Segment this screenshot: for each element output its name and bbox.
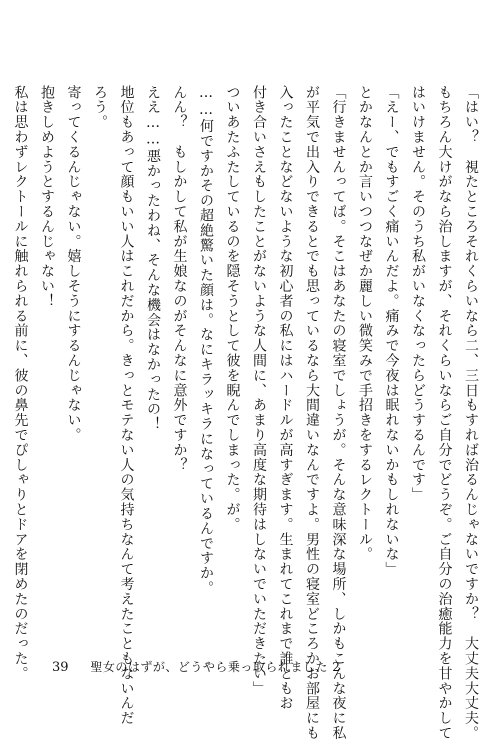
book-title: 聖女のはずが、どうやら乗っ取られました 2 xyxy=(90,660,341,674)
text-line: とかなんとか言いつつなぜか麗しい微笑みで手招きをするレクトール。 xyxy=(357,85,373,562)
text-line: 地位もあって顔もいい人はこれだから。きっとモテない人の気持ちなんて考えたこともないんだ xyxy=(118,85,135,726)
text-line: 付き合いさえもしたことがないような人間に、あまり高度な期待はしないでいただきたい」 xyxy=(251,85,267,696)
text-line: ……何ですかその超絶驚いた顔は。なにキラッキラになっているんですか。 xyxy=(198,85,214,596)
text-line: 寄ってくるんじゃない。嬉しそうにするんじゃない。 xyxy=(65,85,82,443)
text-line: はいけません。そのうち私がいなくなったらどうするんです」 xyxy=(410,85,426,503)
text-line: ついあたふたしているのを隠そうとして彼を睨んでしまった。が。 xyxy=(224,85,241,532)
text-line: んん？ もしかして私が生娘なのがそんなに意外ですか？ xyxy=(171,85,188,473)
text-line: 「はい？ 視たところそれくらいなら二、三日もすれば治るんじゃないですか？ 大丈夫大丈夫。 xyxy=(463,85,479,741)
page-footer xyxy=(52,659,340,676)
text-line: 入ったことなどないような初心者の私にはハードルが高すぎます。生まれてこれまで誰ともお xyxy=(277,85,294,711)
page-number: 39 xyxy=(52,660,69,675)
text-line: 「行きませんってば。そこはあなたの寝室でしょうが。そんな意味深な場所、しかもこんな夜に私 xyxy=(330,85,347,741)
text-line: ええ……悪かったわね、そんな機会はなかったの！ xyxy=(145,85,161,432)
text-line: 抱きしめようとするんじゃない！ xyxy=(39,85,55,309)
text-line: が平気で出入りできるとでも思っているなら大間違いなんですよ。男性の寝室どころかお部屋にも xyxy=(304,85,320,741)
text-line: 私は思わずレクトールに触れられる前に、彼の鼻先でぴしゃりとドアを閉めたのだった。 xyxy=(12,85,29,681)
text-line: 「えー、でもすごく痛いんだよ。痛みで今夜は眠れないかもしれないな」 xyxy=(383,85,400,577)
text-line: もちろん大けがなら治しますが、それくらいならご自分でどうぞ。ご自分の治癒能力を甘やかして xyxy=(436,85,453,741)
text-line: ろう。 xyxy=(92,85,108,130)
